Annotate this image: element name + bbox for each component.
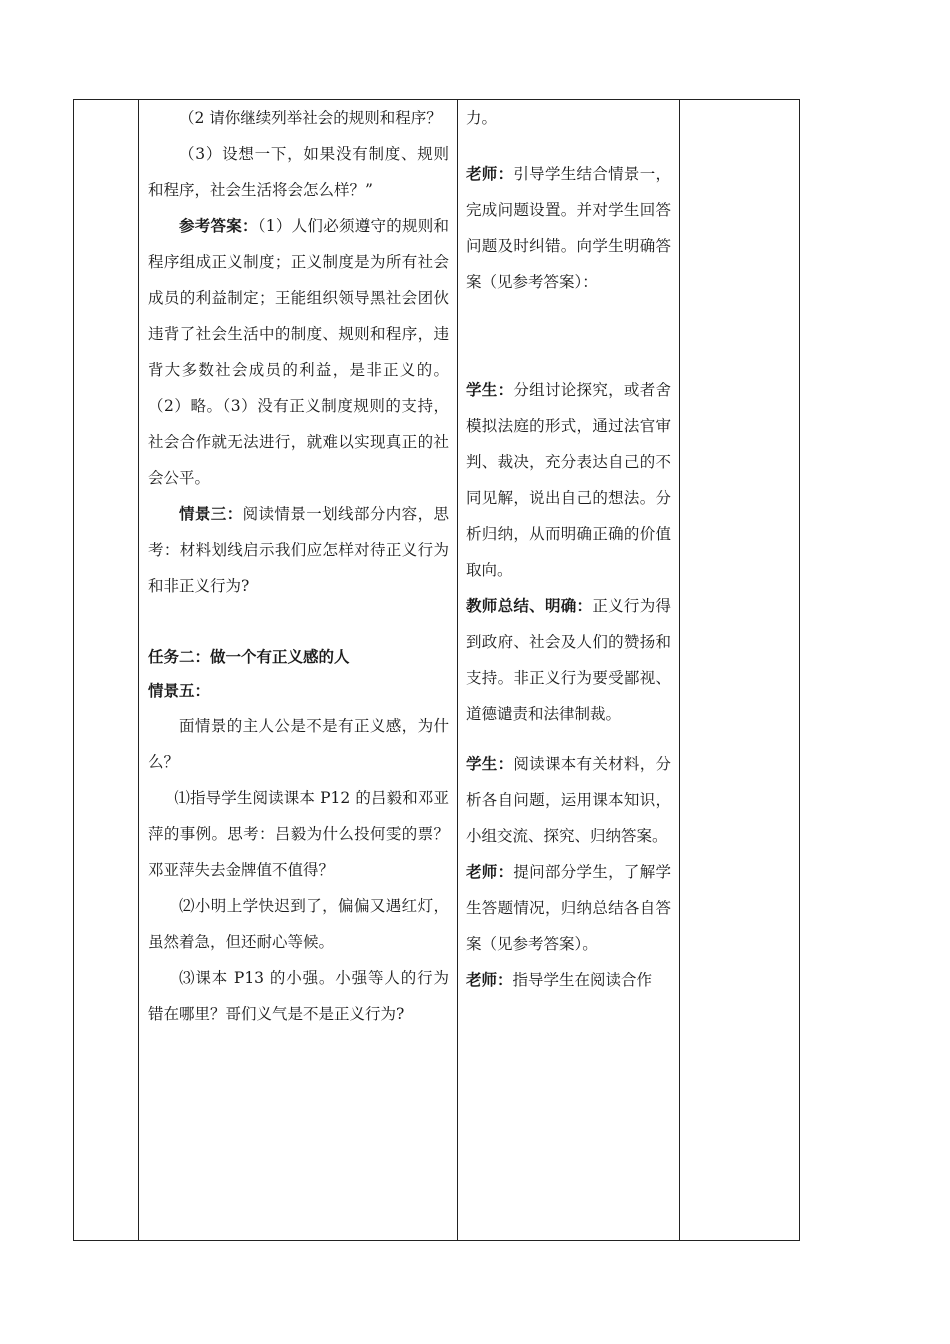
scene3-label: 情景三： bbox=[179, 505, 243, 523]
summary-label: 教师总结、明确： bbox=[466, 597, 593, 615]
question-2: （2 请你继续列举社会的规则和程序？ bbox=[179, 109, 442, 127]
student2-label: 学生： bbox=[466, 755, 514, 773]
student1-label: 学生： bbox=[466, 381, 514, 399]
column-4-cell bbox=[680, 100, 800, 1241]
teacher3-text: 指导学生在阅读合作 bbox=[512, 971, 653, 989]
student2-text: 阅读课本有关材料，分析各自问题，运用课本知识，小组交流、探究、归纳答案。 bbox=[466, 755, 671, 845]
table-row bbox=[74, 100, 800, 1241]
teacher-summary bbox=[466, 588, 671, 732]
answer-label: 参考答案： bbox=[179, 217, 258, 235]
item-2: ⑵小明上学快迟到了，偏偏又遇红灯，虽然着急，但还耐心等候。 bbox=[148, 897, 449, 951]
reference-answer bbox=[148, 208, 449, 496]
scene3-text: 阅读情景一划线部分内容，思考：材料划线启示我们应怎样对待正义行为和非正义行为? bbox=[148, 505, 449, 595]
continued-text: 力。 bbox=[466, 109, 498, 127]
student-activity-1 bbox=[466, 372, 671, 588]
teacher1-text: 引导学生结合情景一，完成问题设置。并对学生回答问题及时纠错。向学生明确答案（见参考答案）： bbox=[466, 165, 671, 291]
teacher2-label: 老师： bbox=[466, 863, 514, 881]
column-1-cell bbox=[74, 100, 139, 1241]
summary-text: 正义行为得到政府、社会及人们的赞扬和支持。非正义行为要受鄙视、道德谴责和法律制裁。 bbox=[466, 597, 671, 723]
teacher2-text: 提问部分学生，了解学生答题情况，归纳总结各自答案（见参考答案）。 bbox=[466, 863, 671, 953]
student-activity-2 bbox=[466, 746, 671, 854]
lesson-plan-table bbox=[73, 99, 800, 1241]
student1-text: 分组讨论探究，或者舍模拟法庭的形式，通过法官审判、裁决，充分表达自己的不同见解，说出自己的想法。分析归纳，从而明确正确的价值取向。 bbox=[466, 381, 671, 579]
teacher3-label: 老师： bbox=[466, 971, 513, 989]
scene-3 bbox=[148, 496, 449, 604]
teaching-content-cell bbox=[139, 100, 458, 1241]
scene-5-label: 情景五： bbox=[148, 682, 211, 700]
teacher1-label: 老师： bbox=[466, 165, 514, 183]
teacher-guide-3 bbox=[466, 962, 671, 998]
item-1: ⑴指导学生阅读课本 P12 的吕毅和邓亚萍的事例。思考：吕毅为什么投何雯的票？邓亚萍失去金牌值不值得？ bbox=[148, 789, 449, 879]
teacher-guide-1 bbox=[466, 156, 671, 300]
answer-text: （1）人们必须遵守的规则和程序组成正义制度；正义制度是为所有社会成员的利益制定；王能组织领导黑社会团伙违背了社会生活中的制度、规则和程序，违背大多数社会成员的利益，是非正义的。（2）略。（3）没有正义制度规则的支持，社会合作就无法进行，就难以实现真正的社会公平。 bbox=[148, 217, 449, 487]
teaching-activity-cell bbox=[458, 100, 680, 1241]
task-2-title: 任务二：做一个有正义感的人 bbox=[148, 648, 350, 666]
teacher-guide-2 bbox=[466, 854, 671, 962]
question-3: （3）设想一下，如果没有制度、规则和程序，社会生活将会怎么样？” bbox=[148, 145, 449, 199]
scene-5-question: 面情景的主人公是不是有正义感，为什么？ bbox=[148, 717, 449, 771]
item-3: ⑶课本 P13 的小强。小强等人的行为错在哪里？哥们义气是不是正义行为? bbox=[148, 969, 449, 1023]
